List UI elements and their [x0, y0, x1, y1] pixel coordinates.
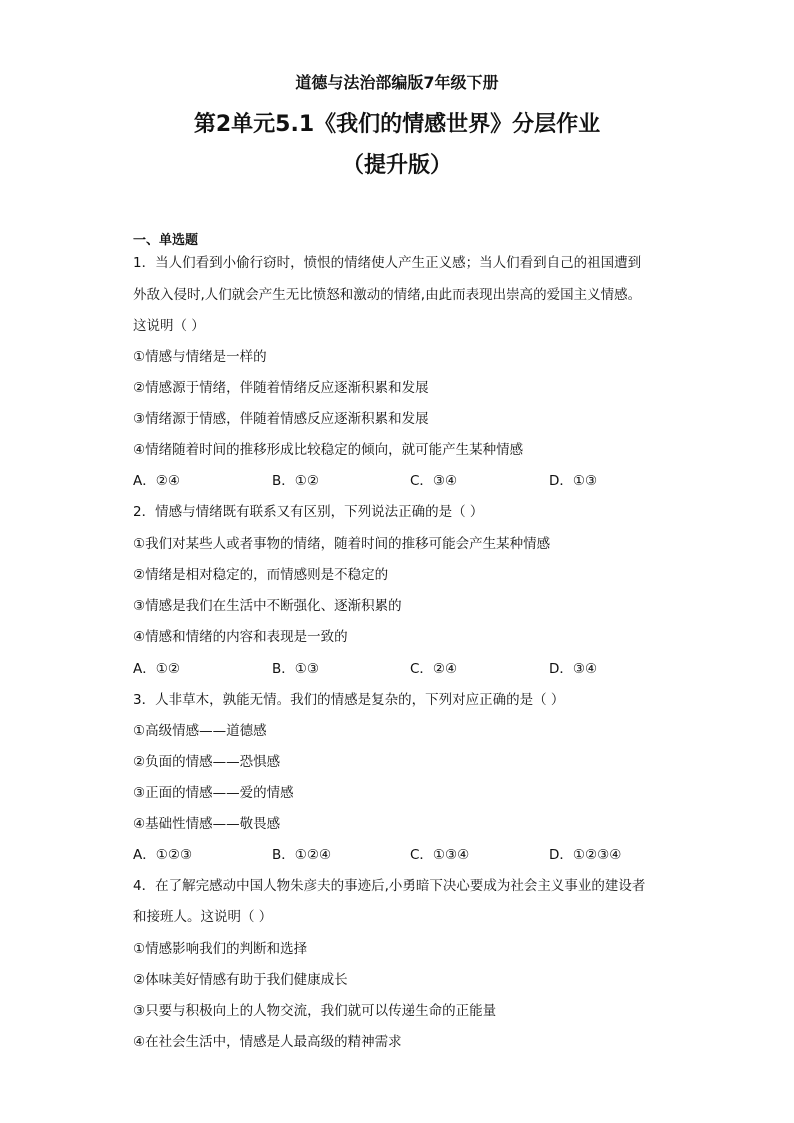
q2-item-2: ②情绪是相对稳定的，而情感则是不稳定的 — [133, 567, 389, 583]
q2-option-c: C．②④ — [410, 661, 458, 677]
q3-item-3: ③正面的情感——爱的情感 — [133, 785, 294, 801]
q3-option-c: C．①③④ — [410, 847, 470, 863]
q1-option-b: B．①② — [272, 473, 319, 489]
q3-item-2: ②负面的情感——恐惧感 — [133, 754, 281, 770]
q1-item-2: ②情感源于情绪，伴随着情绪反应逐渐积累和发展 — [133, 380, 429, 396]
q1-stem-line3: 这说明（ ） — [133, 318, 205, 334]
document-subtitle: 道德与法治部编版7年级下册 — [295, 73, 499, 92]
q4-item-2: ②体味美好情感有助于我们健康成长 — [133, 972, 348, 988]
q1-item-3: ③情绪源于情感，伴随着情感反应逐渐积累和发展 — [133, 411, 429, 427]
q1-item-4: ④情绪随着时间的推移形成比较稳定的倾向，就可能产生某种情感 — [133, 442, 524, 458]
q3-item-1: ①高级情感——道德感 — [133, 723, 267, 739]
q3-option-d: D．①②③④ — [549, 847, 622, 863]
q1-option-d: D．①③ — [549, 473, 598, 489]
q1-option-a: A．②④ — [133, 473, 180, 489]
q2-item-3: ③情感是我们在生活中不断强化、逐渐积累的 — [133, 598, 402, 614]
q1-stem-line1: 1．当人们看到小偷行窃时，愤恨的情绪使人产生正义感；当人们看到自己的祖国遭到 — [133, 255, 642, 271]
q4-item-1: ①情感影响我们的判断和选择 — [133, 941, 308, 957]
q2-item-1: ①我们对某些人或者事物的情绪，随着时间的推移可能会产生某种情感 — [133, 536, 551, 552]
q2-stem-line1: 2．情感与情绪既有联系又有区别，下列说法正确的是（ ） — [133, 504, 484, 520]
q4-item-4: ④在社会生活中，情感是人最高级的精神需求 — [133, 1034, 402, 1050]
q3-option-a: A．①②③ — [133, 847, 193, 863]
document-edition: （提升版） — [341, 153, 452, 178]
q2-item-4: ④情感和情绪的内容和表现是一致的 — [133, 629, 348, 645]
q1-item-1: ①情感与情绪是一样的 — [133, 349, 267, 365]
document-title: 第2单元5.1《我们的情感世界》分层作业 — [193, 112, 601, 137]
section-heading: 一、单选题 — [133, 233, 199, 248]
q1-stem-line2: 外敌入侵时,人们就会产生无比愤怒和激动的情绪,由此而表现出崇高的爱国主义情感。 — [133, 287, 642, 303]
q2-option-a: A．①② — [133, 661, 180, 677]
q2-option-d: D．③④ — [549, 661, 598, 677]
q4-stem-line1: 4．在了解完感动中国人物朱彦夫的事迹后,小勇暗下决心要成为社会主义事业的建设者 — [133, 878, 646, 894]
q3-option-b: B．①②④ — [272, 847, 332, 863]
q3-item-4: ④基础性情感——敬畏感 — [133, 816, 281, 832]
q3-stem-line1: 3．人非草木，孰能无情。我们的情感是复杂的，下列对应正确的是（ ） — [133, 692, 565, 708]
q4-item-3: ③只要与积极向上的人物交流，我们就可以传递生命的正能量 — [133, 1003, 497, 1019]
q4-stem-line2: 和接班人。这说明（ ） — [133, 909, 273, 925]
q2-option-b: B．①③ — [272, 661, 319, 677]
q1-option-c: C．③④ — [410, 473, 458, 489]
